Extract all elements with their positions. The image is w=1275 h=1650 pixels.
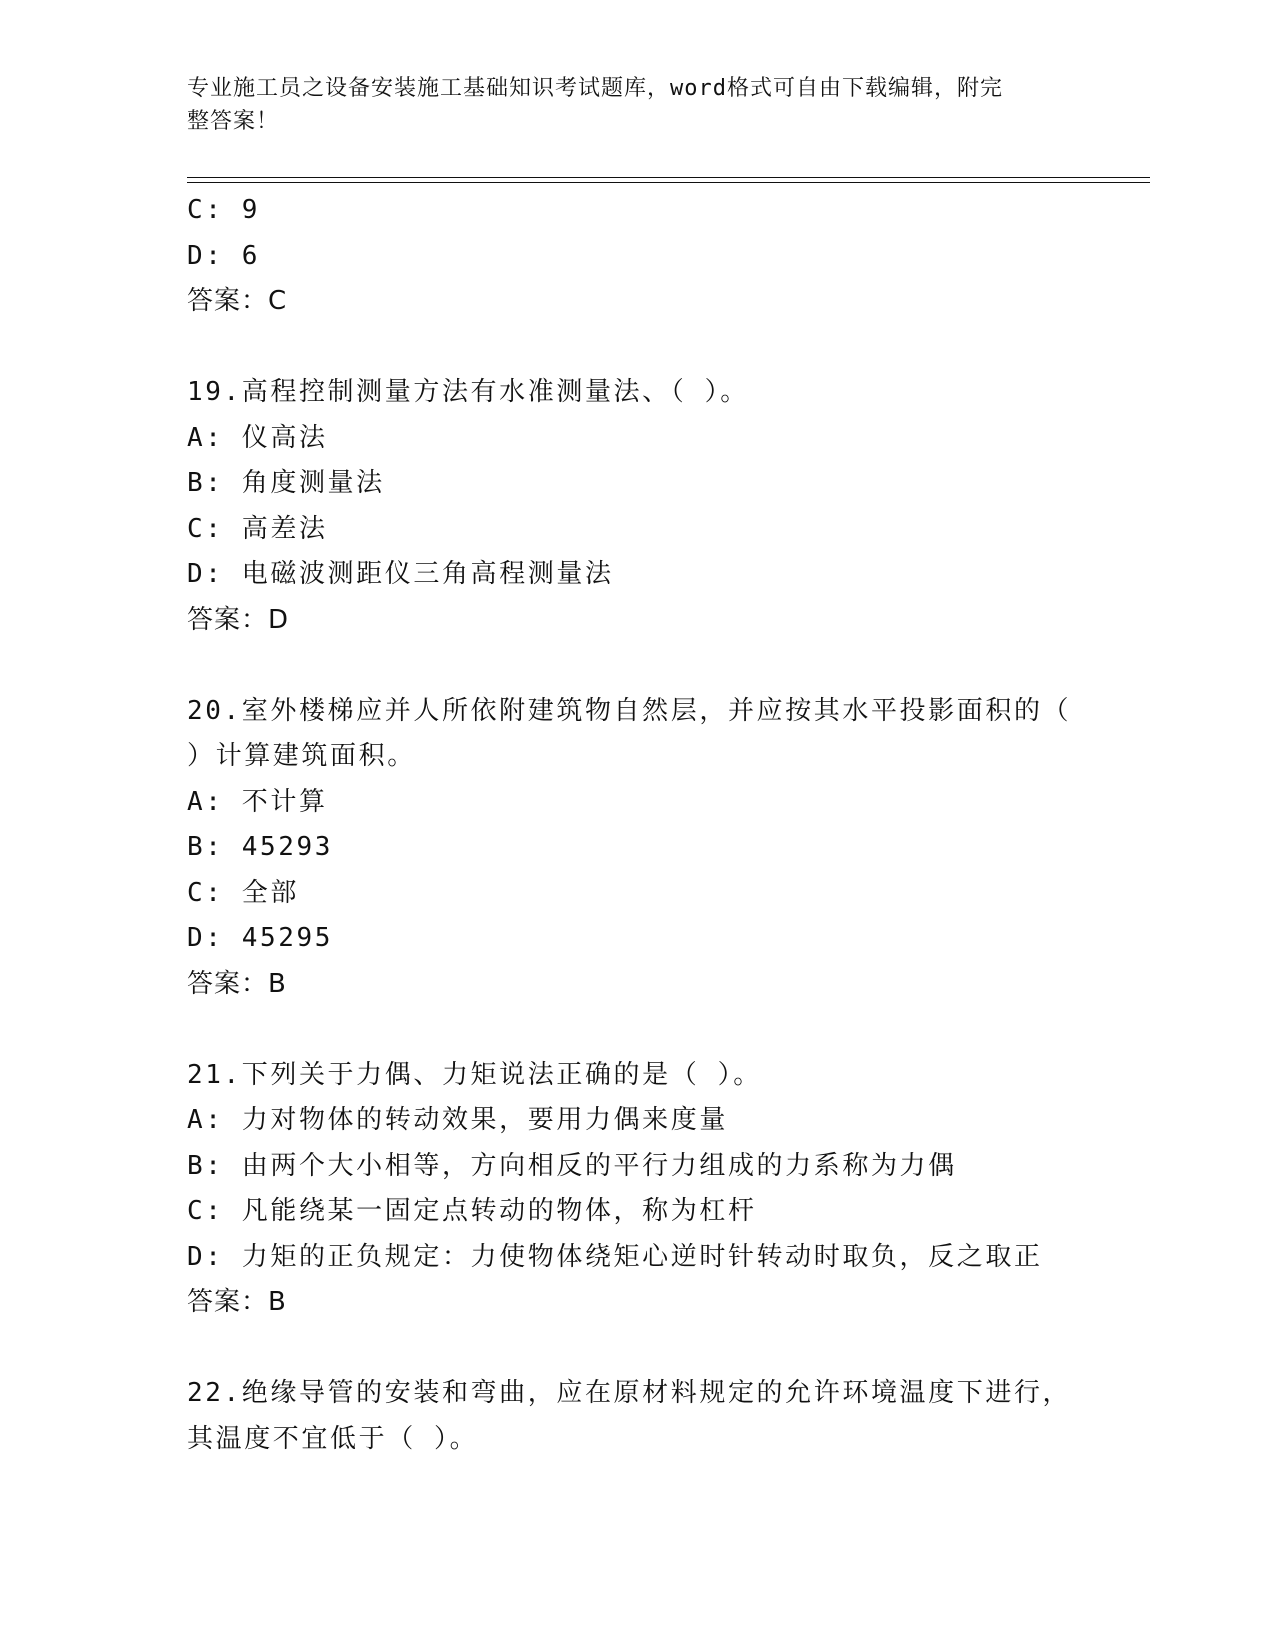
answer-line: 答案：C [187, 286, 288, 316]
question-spacer [187, 1326, 1147, 1372]
question-stem: 21.下列关于力偶、力矩说法正确的是（ ）。 [187, 1059, 762, 1090]
question-stem: 22.绝缘导管的安装和弯曲，应在原材料规定的允许环境温度下进行， [187, 1378, 1072, 1408]
question-spacer [187, 1007, 1147, 1053]
option-d: D: 电磁波测距仪三角高程测量法 [187, 559, 614, 589]
document-header [187, 72, 1067, 138]
header-line-1: 专业施工员之设备安装施工基础知识考试题库，word格式可自由下载编辑，附完 [187, 76, 1003, 101]
option-d: D: 45295 [187, 923, 334, 953]
option-a: A: 力对物体的转动效果，要用力偶来度量 [187, 1105, 728, 1135]
question-18-tail [187, 188, 1147, 325]
question-spacer [187, 325, 1147, 371]
answer-line: 答案：B [187, 968, 287, 999]
option-c: C: 高差法 [187, 513, 328, 544]
option-d: D: 力矩的正负规定：力使物体绕矩心逆时针转动时取负，反之取正 [187, 1241, 1043, 1272]
option-b: B: 45293 [187, 832, 334, 862]
question-stem: 19.高程控制测量方法有水准测量法、（ ）。 [187, 377, 749, 407]
question-stem: 20.室外楼梯应并人所依附建筑物自然层，并应按其水平投影面积的（ [187, 695, 1072, 726]
question-stem-continued: ）计算建筑面积。 [187, 741, 416, 771]
question-stem-continued: 其温度不宜低于（ ）。 [187, 1423, 479, 1454]
option-b: B: 角度测量法 [187, 468, 385, 498]
option-c: C: 全部 [187, 877, 299, 908]
question-20 [187, 689, 1147, 1008]
header-rule-top [187, 177, 1150, 178]
question-list [187, 188, 1147, 1462]
option-a: A: 不计算 [187, 786, 328, 817]
option-d: D: 6 [187, 240, 261, 271]
question-19 [187, 370, 1147, 643]
option-b: B: 由两个大小相等，方向相反的平行力组成的力系称为力偶 [187, 1150, 957, 1181]
header-rule-bottom [187, 182, 1150, 183]
answer-line: 答案：B [187, 1287, 287, 1317]
question-21 [187, 1053, 1147, 1326]
header-line-2: 整答案！ [187, 109, 280, 134]
question-spacer [187, 643, 1147, 689]
option-c: C: 9 [187, 195, 261, 225]
answer-line: 答案：D [187, 604, 290, 635]
option-c: C: 凡能绕某一固定点转动的物体，称为杠杆 [187, 1196, 757, 1226]
option-a: A: 仪高法 [187, 422, 328, 453]
question-22 [187, 1371, 1147, 1462]
